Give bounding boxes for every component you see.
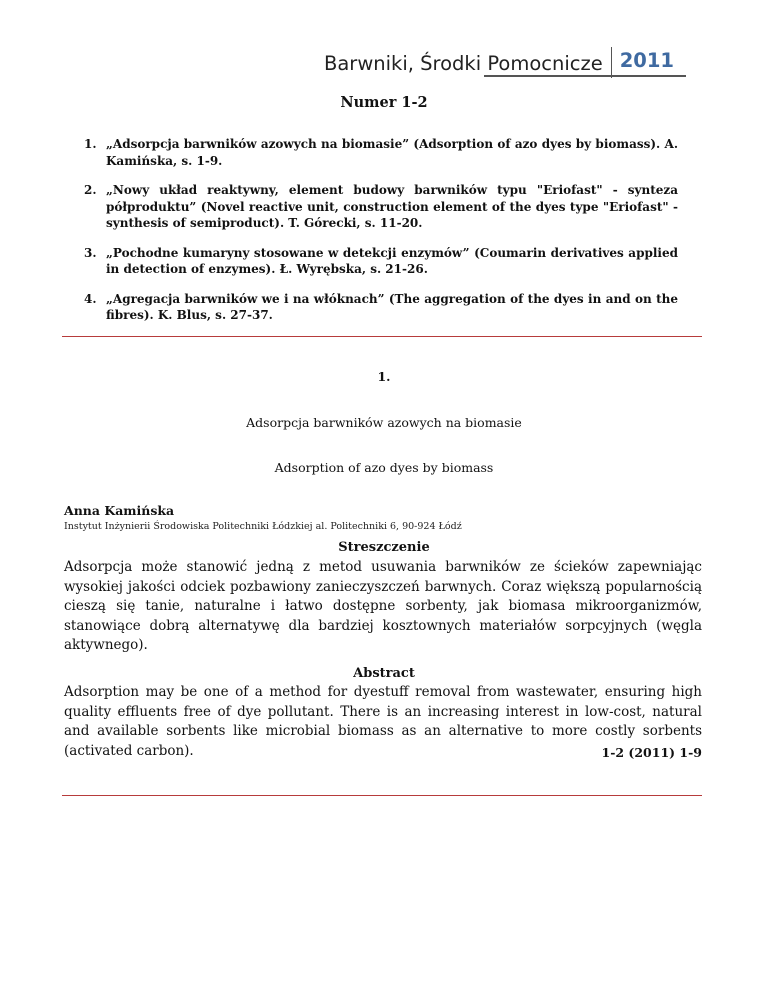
- issue-title: Numer 1-2: [340, 94, 428, 111]
- toc-entry-text: „Agregacja barwników we i na włóknach” (The aggregation of the dyes in and on the fibres). K. Blus, s. 27-37.: [106, 291, 678, 322]
- article-number: 1.: [377, 369, 391, 384]
- toc-entry-text: „Nowy układ reaktywny, element budowy barwników typu "Eriofast" - synteza półproduktu” (Novel reactive unit, construction element of the dyes type "Eriofast" - synthesis of semiproduct). T. Górecki, s. 11-20.: [106, 183, 678, 230]
- article-citation: 1-2 (2011) 1-9: [601, 745, 702, 760]
- author-affiliation: Instytut Inżynierii Środowiska Politechniki Łódzkiej al. Politechniki 6, 90-924 Łódź: [64, 521, 462, 532]
- header-rule: [484, 75, 686, 77]
- section-divider-top: [62, 336, 702, 337]
- toc-number: 1.: [84, 137, 97, 151]
- journal-title: Barwniki, Środki Pomocnicze: [323, 52, 603, 75]
- toc-entry-text: „Pochodne kumaryny stosowane w detekcji enzymów” (Coumarin derivatives applied in detection of enzymes). Ł. Wyrębska, s. 21-26.: [106, 245, 678, 276]
- article-title-english: Adsorption of azo dyes by biomass: [274, 460, 494, 475]
- toc-item: [84, 245, 678, 278]
- toc-item: [84, 291, 678, 324]
- toc-item: [84, 182, 678, 232]
- journal-year: 2011: [611, 47, 674, 78]
- toc-entry-text: „Adsorpcja barwników azowych na biomasie” (Adsorption of azo dyes by biomass). A. Kamińska, s. 1-9.: [106, 137, 678, 168]
- page-header: [324, 40, 674, 78]
- abstract-text: Adsorption may be one of a method for dyestuff removal from wastewater, ensuring high quality effluents free of dye pollutant. There is an increasing interest in low-cost, natural and available sorbents like microbial biomass as an alternative to more costly sorbents (activated carbon).: [64, 684, 702, 759]
- toc-item: [84, 136, 678, 169]
- toc-number: 2.: [84, 183, 97, 197]
- table-of-contents: [84, 136, 678, 337]
- abstract-heading: Abstract: [353, 666, 415, 681]
- streszczenie-text: Adsorpcja może stanowić jedną z metod usuwania barwników ze ścieków zapewniając wysokiej jakości odciek pozbawiony zanieczyszczeń barwnych. Coraz większą popularnością cieszą się tanie, naturalne i łatwo dostępne sorbenty, jak biomasa mikroorganizmów, stanowiące dobrą alternatywę dla bardziej kosztownych materiałów sorpcyjnych (węgla aktywnego).: [64, 559, 702, 653]
- section-divider-bottom: [62, 795, 702, 796]
- toc-number: 4.: [84, 291, 97, 306]
- article-title-polish: Adsorpcja barwników azowych na biomasie: [246, 415, 522, 430]
- article-author: Anna Kamińska: [64, 503, 175, 518]
- streszczenie-heading: Streszczenie: [338, 540, 430, 555]
- toc-number: 3.: [84, 245, 97, 260]
